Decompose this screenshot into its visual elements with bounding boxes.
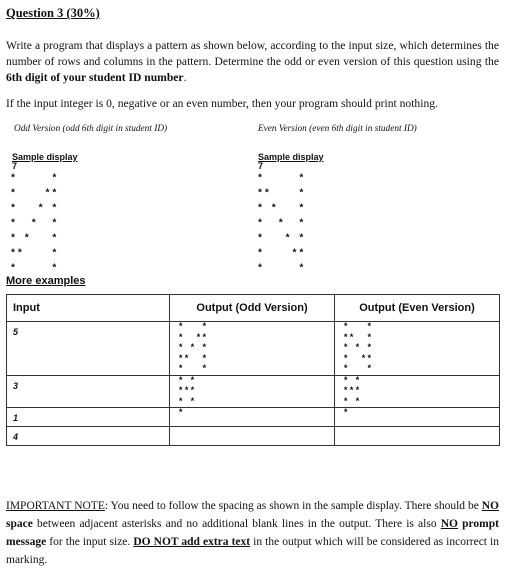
question-intro [6, 38, 499, 86]
odd-version-label: Odd Version (odd 6th digit in student ID) [14, 124, 168, 134]
table-header-row [7, 295, 500, 322]
even-output-pattern: * [343, 408, 349, 418]
odd-sample-input: 7 [12, 161, 18, 171]
note-extra-text: add extra text [178, 536, 251, 548]
header-input: Input [7, 295, 170, 322]
input-value: 4 [13, 432, 19, 442]
note-text: for the input size. [46, 536, 134, 548]
input-value: 5 [13, 327, 19, 337]
note-space: space [6, 518, 33, 530]
note-do-not: DO NOT [133, 536, 179, 548]
note-text: : You need to follow the spacing as shown in the sample display. There should be [104, 500, 482, 512]
table-row [7, 375, 500, 408]
table-row [7, 322, 500, 376]
table-row [7, 427, 500, 446]
note-no: NO [440, 518, 458, 530]
odd-output-pattern: * * *** * * [178, 375, 196, 407]
question-rule: If the input integer is 0, negative or an even number, then your program should print nothing. [6, 97, 438, 110]
even-output-pattern: * * *** * * [343, 375, 361, 407]
even-output-pattern: * * ** * * * * * ** * * [343, 322, 373, 374]
intro-bold-text: 6th digit of your student ID number [6, 71, 184, 84]
table-row [7, 408, 500, 427]
odd-sample-label: Sample display [12, 152, 78, 162]
header-even-output: Output (Even Version) [335, 295, 500, 322]
even-sample-input: 7 [258, 161, 264, 171]
input-value: 1 [13, 413, 19, 423]
intro-text: Write a program that displays a pattern as shown below, according to the input size, which determines the number of rows and columns in the pattern. Determine the odd or even version of this question using the [6, 39, 499, 68]
important-note [6, 497, 499, 569]
odd-sample-pattern: * * * ** * * * * * * * * * ** * * * [10, 174, 59, 275]
input-value: 3 [13, 380, 19, 391]
note-text: between adjacent asterisks and no additional blank lines in the output. There is also [32, 518, 441, 530]
question-title: Question 3 (30%) [6, 6, 100, 20]
header-odd-output: Output (Odd Version) [170, 295, 335, 322]
examples-table [6, 294, 500, 446]
note-prompt: prompt message [6, 518, 499, 548]
even-sample-pattern: * * ** * * * * * * * * * * * ** * * [257, 174, 306, 275]
note-lead: IMPORTANT NOTE [6, 500, 105, 512]
note-no: NO [481, 500, 499, 512]
intro-end: . [183, 71, 187, 84]
more-examples-title: More examples [6, 275, 86, 287]
even-version-label: Even Version (even 6th digit in student ID) [258, 124, 417, 134]
odd-output-pattern: * * * ** * * * ** * * * [178, 322, 208, 374]
note-text: in the output which will be considered as incorrect in marking. [6, 536, 499, 566]
odd-output-pattern: * [178, 408, 184, 418]
even-sample-label: Sample display [258, 152, 324, 162]
